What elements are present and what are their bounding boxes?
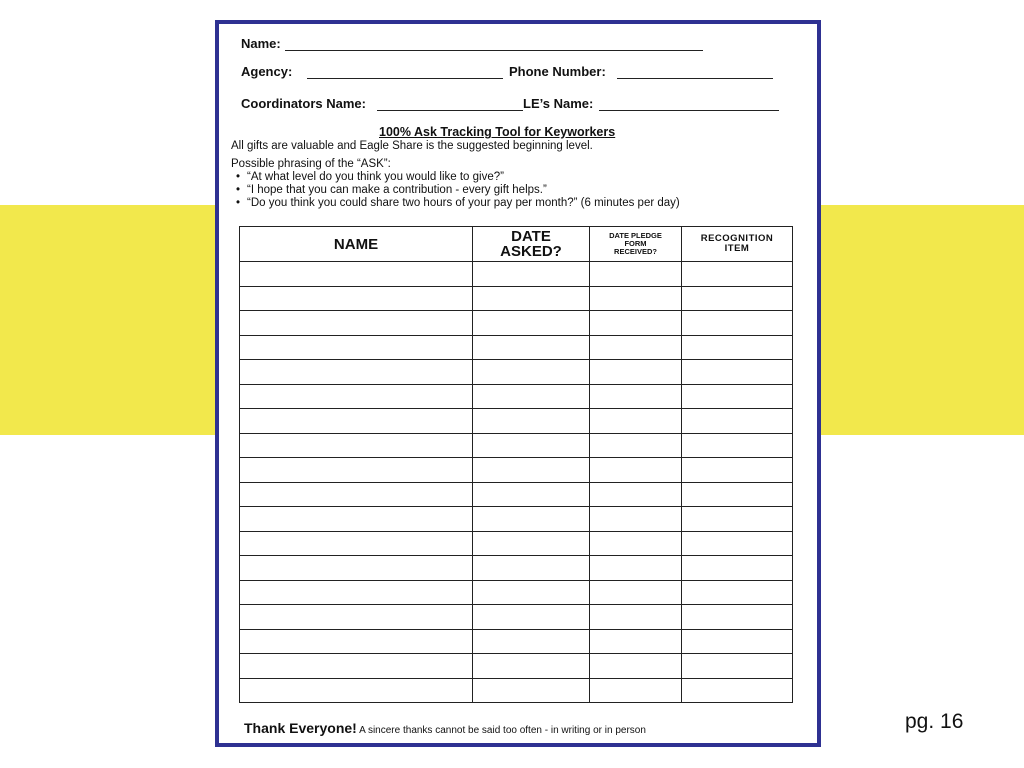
intro-text: All gifts are valuable and Eagle Share is the suggested beginning level.: [231, 140, 593, 152]
name-cell[interactable]: [240, 556, 473, 581]
recognition-item-cell[interactable]: [682, 335, 793, 360]
table-body: [240, 262, 793, 703]
name-cell[interactable]: [240, 311, 473, 336]
name-label: Name:: [241, 36, 281, 51]
recognition-item-cell[interactable]: [682, 262, 793, 287]
form-title: 100% Ask Tracking Tool for Keyworkers: [379, 125, 616, 139]
name-cell[interactable]: [240, 507, 473, 532]
recognition-item-cell[interactable]: [682, 409, 793, 434]
page-number: pg. 16: [905, 710, 964, 733]
pledge-received-cell[interactable]: [590, 580, 682, 605]
table-row: [240, 335, 793, 360]
table-row: [240, 262, 793, 287]
tracking-form-document: [215, 20, 821, 747]
pledge-received-cell[interactable]: [590, 384, 682, 409]
table-row: [240, 433, 793, 458]
table-row: [240, 286, 793, 311]
recognition-item-cell[interactable]: [682, 360, 793, 385]
phrasing-item: • “Do you think you could share two hours of your pay per month?” (6 minutes per day): [231, 197, 680, 210]
agency-label: Agency:: [241, 64, 293, 79]
pledge-received-cell[interactable]: [590, 458, 682, 483]
table-row: [240, 482, 793, 507]
recognition-item-cell[interactable]: [682, 433, 793, 458]
name-cell[interactable]: [240, 654, 473, 679]
table-row: [240, 629, 793, 654]
table-header-row: [240, 227, 793, 262]
recognition-item-cell[interactable]: [682, 531, 793, 556]
pledge-received-cell[interactable]: [590, 311, 682, 336]
recognition-item-cell[interactable]: [682, 605, 793, 630]
pledge-received-cell[interactable]: [590, 507, 682, 532]
table-row: [240, 360, 793, 385]
coordinator-field-line[interactable]: [377, 110, 523, 111]
date-asked-cell[interactable]: [473, 335, 590, 360]
date-asked-cell[interactable]: [473, 409, 590, 434]
date-asked-cell[interactable]: [473, 654, 590, 679]
name-cell[interactable]: [240, 580, 473, 605]
pledge-received-cell[interactable]: [590, 629, 682, 654]
phrasing-label: Possible phrasing of the “ASK”:: [231, 158, 391, 170]
pledge-received-cell[interactable]: [590, 482, 682, 507]
pledge-received-cell[interactable]: [590, 286, 682, 311]
date-asked-cell[interactable]: [473, 482, 590, 507]
name-cell[interactable]: [240, 262, 473, 287]
col-header-date-asked: DATE ASKED?: [473, 227, 590, 262]
date-asked-cell[interactable]: [473, 678, 590, 703]
recognition-item-cell[interactable]: [682, 678, 793, 703]
table-row: [240, 605, 793, 630]
table-row: [240, 654, 793, 679]
name-cell[interactable]: [240, 433, 473, 458]
phone-label: Phone Number:: [509, 64, 606, 79]
phrasing-item: • “At what level do you think you would like to give?”: [231, 171, 680, 184]
name-cell[interactable]: [240, 286, 473, 311]
agency-field-line[interactable]: [307, 78, 503, 79]
table-row: [240, 678, 793, 703]
col-header-pledge-received: DATE PLEDGE FORM RECEIVED?: [590, 227, 682, 262]
name-cell[interactable]: [240, 360, 473, 385]
date-asked-cell[interactable]: [473, 311, 590, 336]
table-row: [240, 409, 793, 434]
date-asked-cell[interactable]: [473, 262, 590, 287]
recognition-item-cell[interactable]: [682, 629, 793, 654]
pledge-received-cell[interactable]: [590, 409, 682, 434]
recognition-item-cell[interactable]: [682, 311, 793, 336]
pledge-received-cell[interactable]: [590, 262, 682, 287]
name-cell[interactable]: [240, 335, 473, 360]
name-cell[interactable]: [240, 409, 473, 434]
date-asked-cell[interactable]: [473, 629, 590, 654]
date-asked-cell[interactable]: [473, 580, 590, 605]
date-asked-cell[interactable]: [473, 531, 590, 556]
pledge-received-cell[interactable]: [590, 433, 682, 458]
col-header-name: NAME: [240, 227, 473, 262]
table-row: [240, 384, 793, 409]
footer-note: [244, 720, 646, 736]
name-cell[interactable]: [240, 531, 473, 556]
name-cell[interactable]: [240, 458, 473, 483]
pledge-received-cell[interactable]: [590, 531, 682, 556]
date-asked-cell[interactable]: [473, 360, 590, 385]
footer-text: A sincere thanks cannot be said too often - in writing or in person: [359, 725, 646, 736]
name-field-line[interactable]: [285, 50, 703, 51]
tracking-table: [239, 226, 793, 703]
table-row: [240, 458, 793, 483]
table-row: [240, 580, 793, 605]
pledge-received-cell[interactable]: [590, 654, 682, 679]
phrasing-item: • “I hope that you can make a contribution - every gift helps.”: [231, 184, 680, 197]
phrasing-list: [231, 171, 680, 210]
le-name-label: LE’s Name:: [523, 96, 594, 111]
table-row: [240, 311, 793, 336]
le-name-field-line[interactable]: [599, 110, 779, 111]
phone-field-line[interactable]: [617, 78, 773, 79]
pledge-received-cell[interactable]: [590, 360, 682, 385]
footer-bold: Thank Everyone!: [244, 720, 357, 736]
recognition-item-cell[interactable]: [682, 482, 793, 507]
coordinator-label: Coordinators Name:: [241, 96, 366, 111]
name-cell[interactable]: [240, 678, 473, 703]
name-cell[interactable]: [240, 605, 473, 630]
table-row: [240, 556, 793, 581]
pledge-received-cell[interactable]: [590, 605, 682, 630]
recognition-item-cell[interactable]: [682, 458, 793, 483]
col-header-recognition-item: RECOGNITION ITEM: [682, 227, 793, 262]
name-cell[interactable]: [240, 384, 473, 409]
recognition-item-cell[interactable]: [682, 654, 793, 679]
date-asked-cell[interactable]: [473, 507, 590, 532]
date-asked-cell[interactable]: [473, 458, 590, 483]
date-asked-cell[interactable]: [473, 384, 590, 409]
recognition-item-cell[interactable]: [682, 384, 793, 409]
table-row: [240, 531, 793, 556]
recognition-item-cell[interactable]: [682, 580, 793, 605]
recognition-item-cell[interactable]: [682, 556, 793, 581]
name-cell[interactable]: [240, 482, 473, 507]
date-asked-cell[interactable]: [473, 556, 590, 581]
table-row: [240, 507, 793, 532]
recognition-item-cell[interactable]: [682, 286, 793, 311]
pledge-received-cell[interactable]: [590, 678, 682, 703]
name-cell[interactable]: [240, 629, 473, 654]
date-asked-cell[interactable]: [473, 286, 590, 311]
pledge-received-cell[interactable]: [590, 556, 682, 581]
date-asked-cell[interactable]: [473, 605, 590, 630]
recognition-item-cell[interactable]: [682, 507, 793, 532]
date-asked-cell[interactable]: [473, 433, 590, 458]
pledge-received-cell[interactable]: [590, 335, 682, 360]
